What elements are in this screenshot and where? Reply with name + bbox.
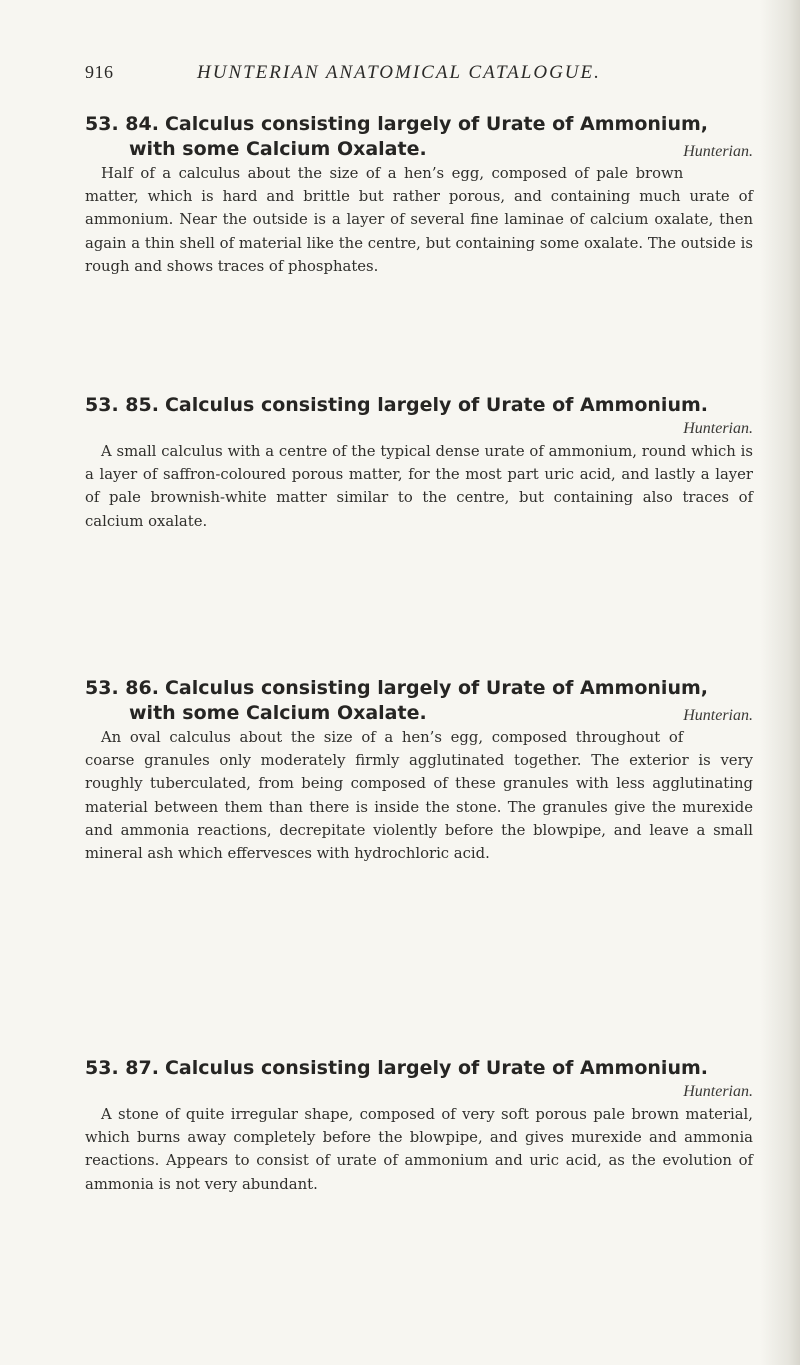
catalogue-entry-53-86 [85,676,753,865]
entry-title-line1: Calculus consisting largely of Urate of Ammonium, [164,113,708,135]
entry-description: A small calculus with a centre of the typical dense urate of ammonium, round which is a layer of saffron-coloured porous matter, for the most part uric acid, and lastly a layer of pale brownish-white matter similar to the centre, but containing also traces of calcium oxalate. [85,443,753,530]
entry-source: Hunterian. [683,707,753,724]
entry-source: Hunterian. [683,1083,753,1100]
entry-description: A stone of quite irregular shape, composed of very soft porous pale brown material, which burns away completely before the blowpipe, and gives murexide and ammonia reactions. Appears to consist of urate of ammonium and uric acid, as the evolution of ammonia is not very abundant. [85,1106,753,1193]
entry-heading [85,393,753,418]
entry-title-line1: Calculus consisting largely of Urate of Ammonium, [164,677,708,699]
entry-source: Hunterian. [683,143,753,160]
catalogue-entry-53-84 [85,112,753,278]
entry-number: 53. 85. [85,394,159,416]
page-number: 916 [85,62,114,82]
entry-title-line1: Calculus consisting largely of Urate of Ammonium. [164,394,708,416]
entry-number: 53. 86. [85,677,159,699]
catalogue-entry-53-87 [85,1056,753,1196]
running-head [85,62,745,92]
entry-title-line1: Calculus consisting largely of Urate of Ammonium. [164,1057,708,1079]
entry-number: 53. 84. [85,113,159,135]
entry-title-line2: with some Calcium Oxalate. [129,138,427,160]
running-title: HUNTERIAN ANATOMICAL CATALOGUE. [197,62,601,83]
entry-source: Hunterian. [683,420,753,437]
entry-title-line2: with some Calcium Oxalate. [129,702,427,724]
entry-description: Half of a calculus about the size of a hen’s egg, composed of pale brown matter, which is hard and brittle but rather porous, and containing much urate of ammonium. Near the outside is a layer of several fine laminae of calcium oxalate, then again a thin shell of material like the centre, but containing some oxalate. The outside is rough and shows traces of phosphates. [85,165,753,275]
entry-number: 53. 87. [85,1057,159,1079]
catalogue-entry-53-85 [85,393,753,533]
entry-description: An oval calculus about the size of a hen’s egg, composed throughout of coarse granules only moderately firmly agglutinated together. The exterior is very roughly tuberculated, from being composed of these granules with less agglutinating material between them than there is inside the stone. The granules give the murexide and ammonia reactions, decrepitate violently before the blowpipe, and leave a small mineral ash which effervesces with hydrochloric acid. [85,729,753,863]
entry-heading [85,1056,753,1081]
entry-heading [85,676,753,726]
page-edge-shadow [760,0,800,1365]
entry-heading [85,112,753,162]
